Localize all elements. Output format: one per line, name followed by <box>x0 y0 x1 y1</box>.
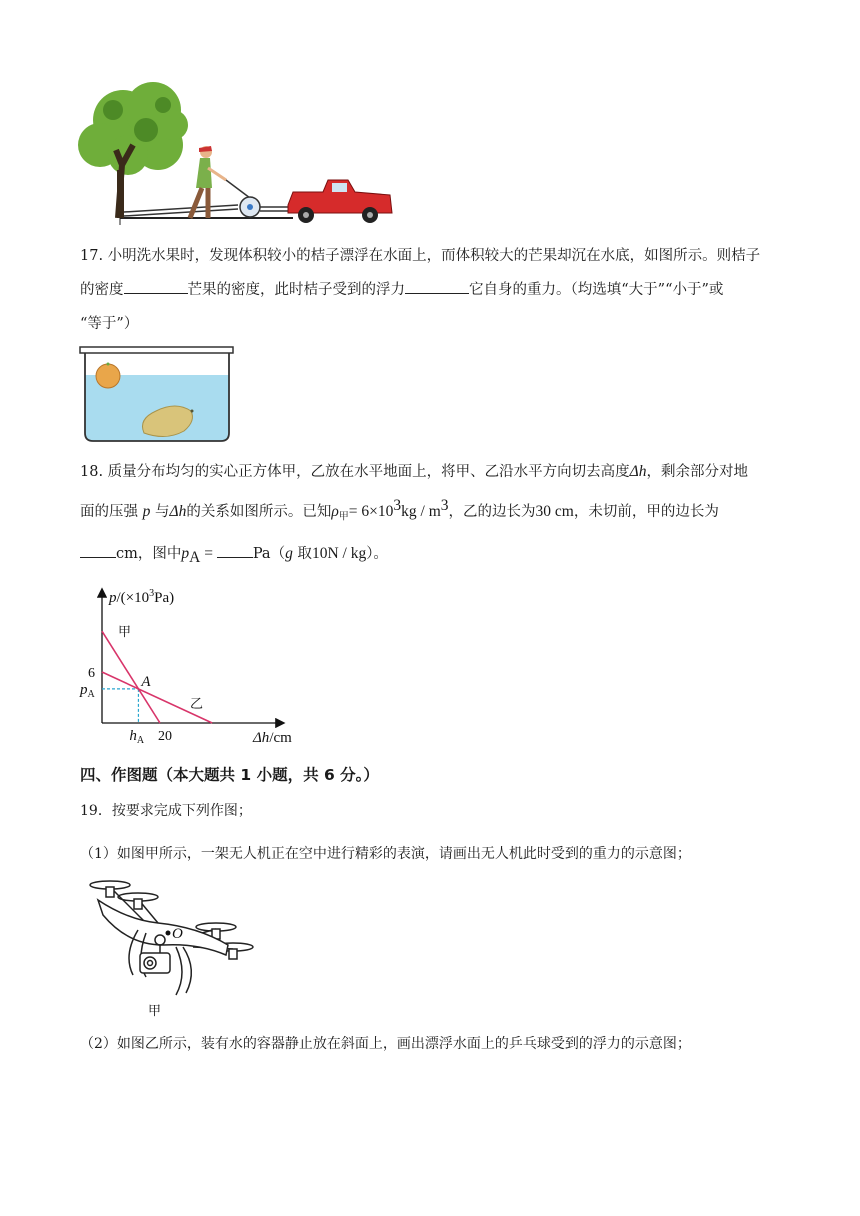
q17-blank-1[interactable] <box>124 279 188 294</box>
orange-fruit <box>96 364 120 388</box>
q17-line3: “等于”） <box>80 316 139 332</box>
q19-intro: 19．按要求完成下列作图； <box>80 803 252 819</box>
q17-blank-2[interactable] <box>405 279 469 294</box>
q18-line2: 面的压强 p 与Δh的关系如图所示。已知$\rho_甲= 6\times 10^3kg / m^3$，乙的边长为30 cm，未切前，甲的边长为 <box>80 497 719 523</box>
x-tick-20: 20 <box>158 729 172 744</box>
point-A-label: A <box>141 673 151 690</box>
section-4-heading: 四、作图题（本大题共 1 小题，共 6 分。） <box>80 766 379 784</box>
center-point-O <box>166 931 171 936</box>
q18-blank-2[interactable] <box>217 543 253 558</box>
q17-line1: 17. 小明洗水果时，发现体积较小的桔子漂浮在水面上，而体积较大的芒果却沉在水底，如图所示。则桔子 <box>80 248 761 264</box>
series-label-yi: 乙 <box>190 697 204 712</box>
y-tick-6: 6 <box>88 666 95 681</box>
series-line-jia <box>102 631 160 723</box>
y-tick-pA: $p_A$ <box>80 681 95 700</box>
drone-figure <box>88 875 258 1020</box>
q19-part1: （1）如图甲所示，一架无人机正在空中进行精彩的表演，请画出无人机此时受到的重力的示意图； <box>80 846 691 862</box>
q18-blank-1[interactable] <box>80 543 116 558</box>
q17-line2: 的密度 芒果的密度，此时桔子受到的浮力 它自身的重力。（均选填“大于”“小于”或 <box>80 278 723 299</box>
drone-caption: 甲 <box>148 1004 162 1019</box>
series-label-jia: 甲 <box>118 625 132 640</box>
y-axis-label: $p/(\times 10^3Pa)$ <box>109 588 175 606</box>
q19-part2: （2）如图乙所示，装有水的容器静止放在斜面上，画出漂浮水面上的乒乓球受到的浮力的示意图； <box>80 1036 691 1052</box>
tree-person-car-illustration <box>78 80 398 228</box>
q18-line3: cm，图中$p_A = Pa(g$ 取10N / kg）。 <box>80 542 388 567</box>
q18-line1: 18. 质量分布均匀的实心正方体甲，乙放在水平地面上，将甲、乙沿水平方向切去高度Δh，剩余部分对地 <box>80 463 749 480</box>
pressure-vs-cut-height-chart <box>78 580 318 750</box>
x-axis-label: Δh/cm <box>253 730 292 746</box>
fruit-water-container-figure <box>78 345 238 445</box>
point-O-label: O <box>172 926 183 942</box>
x-tick-hA: $h_A$ <box>129 728 145 746</box>
